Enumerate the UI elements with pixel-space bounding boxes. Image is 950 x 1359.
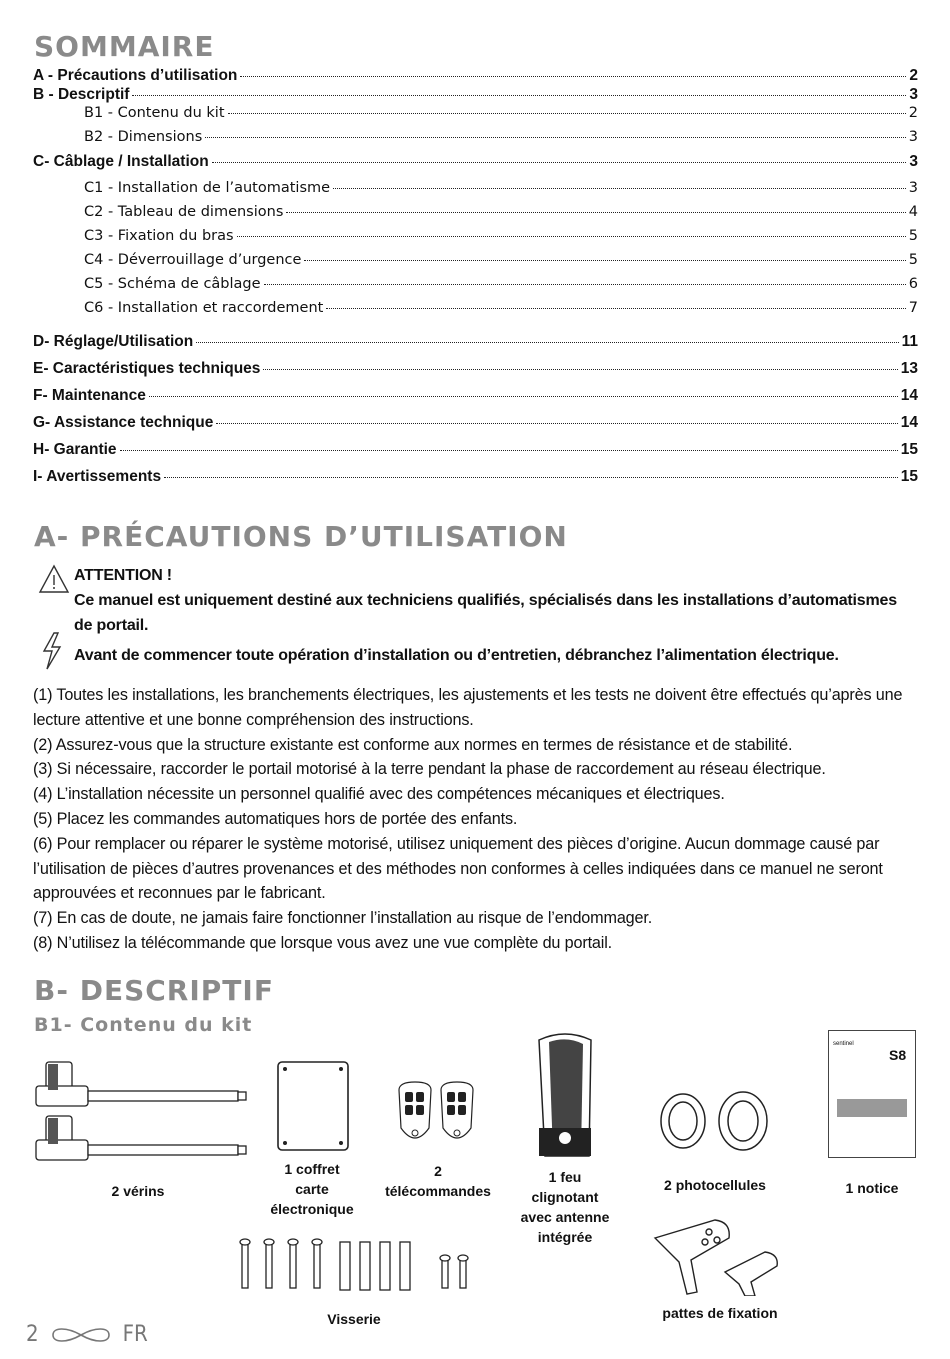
- toc-dot-leader: [164, 477, 898, 478]
- toc-entry[interactable]: [33, 333, 918, 360]
- toc-dot-leader: [237, 236, 906, 237]
- toc-entry-label: C6 - Installation et raccordement: [84, 300, 324, 316]
- toc-entry-page: 3: [909, 153, 918, 170]
- toc-entry-label: C2 - Tableau de dimensions: [84, 204, 284, 220]
- electric-warning-block: [38, 631, 914, 681]
- toc-dot-leader: [205, 137, 906, 138]
- toc-entry-page: 7: [908, 300, 918, 316]
- toc-entry-page: 3: [908, 129, 918, 145]
- toc-entry-page: 6: [908, 276, 918, 292]
- toc-dot-leader: [286, 212, 905, 213]
- remote-controls-image: [395, 1078, 481, 1150]
- toc-entry[interactable]: [33, 414, 918, 441]
- toc-entry-page: 5: [908, 252, 918, 268]
- toc-dot-leader: [304, 260, 905, 261]
- warning-text: Ce manuel est uniquement destiné aux techniciens qualifiés, spécialisés dans les installations d’automatismes de portail.: [74, 592, 897, 634]
- toc-entry[interactable]: [33, 204, 918, 228]
- photocells-image: [655, 1090, 775, 1152]
- precaution-item: (6) Pour remplacer ou réparer le système motorisé, utilisez uniquement des pièces d’origine. Aucun dommage causé par l’utilisation de pièces d’autres provenances et des méthodes non conformes à celles indiquées dans ce manuel ne seront approuvées et reconnues par le fabricant.: [33, 834, 883, 903]
- toc-dot-leader: [196, 342, 898, 343]
- toc-entry[interactable]: [33, 67, 918, 86]
- precaution-item: (2) Assurez-vous que la structure existante est conforme aux normes en termes de résistance et de stabilité.: [33, 735, 793, 754]
- toc-entry-page: 15: [900, 441, 918, 458]
- toc-entry-page: 15: [900, 468, 918, 485]
- precaution-item: (3) Si nécessaire, raccorder le portail motorisé à la terre pendant la phase de raccordement au réseau électrique.: [33, 760, 826, 779]
- control-box-image: [272, 1058, 352, 1154]
- precaution-item: (5) Placez les commandes automatiques hors de portée des enfants.: [33, 809, 518, 828]
- kit-item-pattes: pattes de fixation: [636, 1218, 804, 1323]
- toc-entry[interactable]: [33, 153, 918, 180]
- precautions-list: [33, 683, 921, 956]
- toc-entry[interactable]: [33, 252, 918, 276]
- toc-entry-label: I- Avertissements: [33, 468, 162, 485]
- section-b-title: B- DESCRIPTIF: [34, 974, 274, 1007]
- toc-entry[interactable]: [33, 468, 918, 495]
- page-footer: [26, 1322, 148, 1347]
- precaution-item: (8) N’utilisez la télécommande que lorsque vous avez une vue complète du portail.: [33, 933, 613, 952]
- toc-entry[interactable]: [33, 300, 918, 324]
- toc-entry-label: F- Maintenance: [33, 387, 146, 404]
- toc-entry-label: B1 - Contenu du kit: [84, 105, 225, 121]
- table-of-contents: [33, 67, 918, 495]
- toc-entry-page: 3: [908, 180, 918, 196]
- toc-entry-label: H- Garantie: [33, 441, 117, 458]
- toc-entry-label: C1 - Installation de l’automatisme: [84, 180, 331, 196]
- warning-triangle-icon: [38, 563, 74, 600]
- page-number: 2: [26, 1322, 39, 1347]
- toc-entry[interactable]: [33, 86, 918, 105]
- toc-dot-leader: [326, 308, 905, 309]
- toc-dot-leader: [132, 95, 906, 96]
- toc-entry-page: 5: [908, 228, 918, 244]
- manual-image: [828, 1030, 916, 1158]
- toc-entry[interactable]: [33, 105, 918, 129]
- toc-dot-leader: [333, 188, 906, 189]
- toc-entry[interactable]: [33, 360, 918, 387]
- toc-entry-page: 2: [909, 67, 918, 84]
- flashing-light-image: [525, 1028, 605, 1162]
- toc-entry-label: G- Assistance technique: [33, 414, 214, 431]
- toc-entry-page: 11: [901, 333, 918, 350]
- toc-entry-label: C4 - Déverrouillage d’urgence: [84, 252, 302, 268]
- kit-item-notice: sentinel S8 1 notice: [812, 1030, 932, 1198]
- kit-item-coffret: 1 coffret carte électronique: [262, 1058, 362, 1219]
- precaution-item: (4) L’installation nécessite un personnel qualifié avec des compétences mécaniques et électriques.: [33, 785, 725, 804]
- toc-entry[interactable]: [33, 441, 918, 468]
- toc-entry-label: C5 - Schéma de câblage: [84, 276, 261, 292]
- manual-model: S8: [889, 1047, 907, 1063]
- lightning-icon: [38, 631, 74, 676]
- section-b1-title: B1- Contenu du kit: [34, 1014, 253, 1036]
- toc-entry[interactable]: [33, 387, 918, 414]
- toc-entry-label: E- Caractéristiques techniques: [33, 360, 261, 377]
- toc-dot-leader: [149, 396, 898, 397]
- toc-entry-label: B2 - Dimensions: [84, 129, 203, 145]
- toc-entry-page: 14: [900, 387, 918, 404]
- warning-block: [38, 563, 914, 638]
- toc-entry-label: B - Descriptif: [33, 86, 130, 103]
- precaution-item: (7) En cas de doute, ne jamais faire fonctionner l’installation au risque de l’endommager.: [33, 909, 653, 928]
- language-code: FR: [122, 1322, 148, 1347]
- toc-dot-leader: [263, 369, 897, 370]
- warning-title: ATTENTION !: [74, 567, 172, 584]
- infinity-logo-icon: [49, 1325, 113, 1345]
- toc-entry-page: 4: [908, 204, 918, 220]
- toc-entry-label: D- Réglage/Utilisation: [33, 333, 194, 350]
- manual-brand: sentinel: [833, 1041, 854, 1047]
- toc-dot-leader: [212, 162, 907, 163]
- toc-entry[interactable]: [33, 180, 918, 204]
- brackets-image: [645, 1218, 795, 1296]
- precaution-item: (1) Toutes les installations, les branchements électriques, les ajustements et les tests ne doivent être effectués qu’après une lecture attentive et une bonne compréhension des instructions.: [33, 686, 903, 729]
- toc-dot-leader: [228, 113, 906, 114]
- screws-image: [236, 1234, 472, 1294]
- toc-entry[interactable]: [33, 228, 918, 252]
- toc-entry-page: 14: [900, 414, 918, 431]
- toc-entry[interactable]: [33, 276, 918, 300]
- kit-item-telecommandes: 2 télécommandes: [380, 1078, 496, 1201]
- electric-warning-text: Avant de commencer toute opération d’installation ou d’entretien, débranchez l’alimentation électrique.: [74, 647, 839, 664]
- kit-item-photocellules: 2 photocellules: [650, 1090, 780, 1195]
- section-a-title: A- PRÉCAUTIONS D’UTILISATION: [34, 520, 568, 553]
- kit-item-visserie: Visserie: [236, 1234, 472, 1329]
- toc-dot-leader: [264, 284, 906, 285]
- toc-title: SOMMAIRE: [34, 30, 215, 63]
- toc-entry-label: C3 - Fixation du bras: [84, 228, 234, 244]
- actuator-image: [28, 1052, 248, 1170]
- toc-entry-page: 2: [908, 105, 918, 121]
- toc-dot-leader: [120, 450, 898, 451]
- toc-dot-leader: [240, 76, 906, 77]
- toc-dot-leader: [216, 423, 897, 424]
- kit-item-verins: 2 vérins: [28, 1052, 248, 1201]
- toc-entry-page: 3: [909, 86, 918, 103]
- toc-entry[interactable]: [33, 129, 918, 153]
- toc-entry-label: C- Câblage / Installation: [33, 153, 209, 170]
- toc-entry-label: A - Précautions d’utilisation: [33, 67, 238, 84]
- kit-item-feu: 1 feu clignotant avec antenne intégrée: [510, 1028, 620, 1247]
- toc-entry-page: 13: [900, 360, 918, 377]
